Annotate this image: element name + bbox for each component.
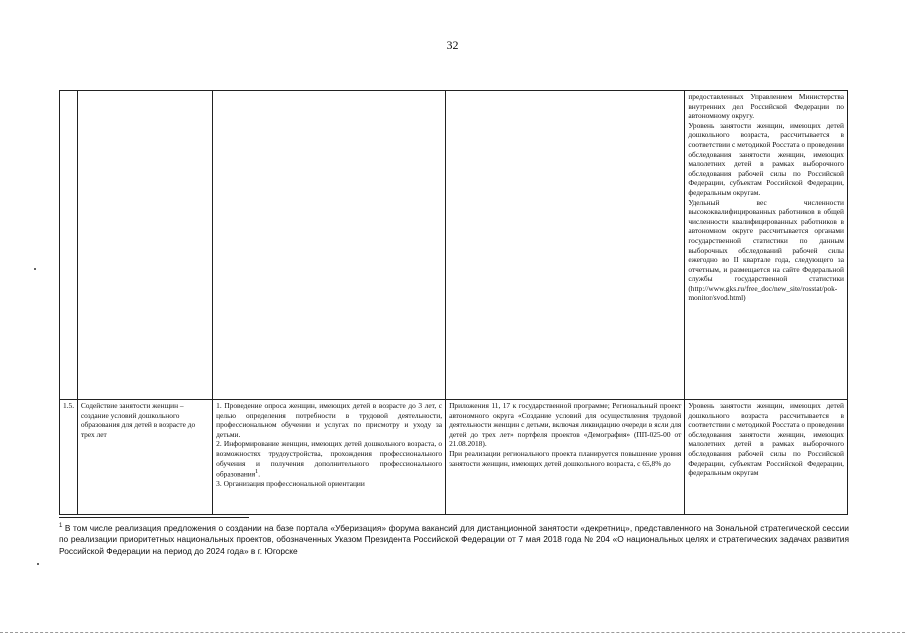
row-number-cell [60, 91, 78, 400]
measure-item-2-end: . [258, 469, 261, 479]
measures-table [59, 90, 848, 515]
program-cell [446, 91, 685, 400]
indicator-text-2: Уровень занятости женщин, имеющих детей дошкольного возраста, рассчитывается в соответствии с методикой Росстата о проведении обследования занятости женщин, имеющих малолетних детей в рамках выборочного обследования рабочей силы по Российской Федерации, субъектам Российской Федерации, федеральным округам. [688, 120, 844, 197]
program-cell [446, 400, 685, 515]
measure-item-1: 1. Проведение опроса женщин, имеющих детей в возрасте до 3 лет, с целью определения потребности в трудовой деятельности, профессиональном обучении и услугах по присмотру и уходу за детьми. [216, 401, 443, 439]
footnote-separator [59, 517, 249, 518]
footnote-mark: 1 [59, 523, 63, 529]
scan-edge [0, 632, 905, 633]
indicator-text-1: предоставленных Управлением Министерства внутренних дел Российской Федерации по автономному округу. [688, 92, 844, 121]
indicator-method-cell: Уровень занятости женщин, имеющих детей дошкольного возраста рассчитывается в соответствии с методикой Росстата о проведении обследования занятости женщин, имеющих малолетних детей в рамках выборочного обследования рабочей силы по Российской Федерации, субъектам Российской Федерации, федеральным округам [685, 400, 848, 515]
measures-cell [213, 400, 446, 515]
scan-speck [37, 563, 39, 565]
program-text-2: При реализации регионального проекта планируется повышение уровня занятости женщин, имеющих детей дошкольного возраста, с 65,8% до [449, 448, 682, 468]
footnote-ref[interactable]: 1 [255, 469, 259, 476]
task-cell [77, 91, 212, 400]
indicator-text-3: Удельный вес численности высококвалифицированных работников в общей численности квалифицированных работников в автономном округе рассчитывается органами государственной статистики по данным выборочных обследований рабочей силы ежегодно во II квартале года, следующего за отчетным, и размещается на сайте Федеральной службы государственной статистики (http://www.gks.ru/free_doc/new_site/rosstat/pok-monitor/svod.html) [688, 197, 844, 303]
footnote [59, 521, 849, 557]
measure-item-3: 3. Организация профессиональной ориентации [216, 479, 365, 489]
table-row [60, 91, 848, 400]
row-number-cell: 1.5. [60, 400, 78, 515]
scan-speck [34, 268, 36, 270]
page-number: 32 [446, 38, 459, 52]
measures-cell [213, 91, 446, 400]
table-row [60, 400, 848, 515]
measure-item-2 [216, 439, 442, 479]
task-cell: Содействие занятости женщин – создание условий дошкольного образования для детей в возрасте до трех лет [77, 400, 212, 515]
indicator-method-cell [685, 91, 848, 400]
footnote-text: В том числе реализация предложения о создании на базе портала «Уберизация» форума вакансий для дистанционной занятости «декретниц», представленного на Зональной стратегической сессии по реализации приоритетных национальных проектов, обозначенных Указом Президента Российской Федерации от 7 мая 2018 года № 204 «О национальных целях и стратегических задачах развития Российской Федерации на период до 2024 года» в г. Югорске [59, 522, 849, 556]
program-text-1: Приложения 11, 17 к государственной программе; Региональный проект автономного округа «Создание условий для осуществления трудовой деятельности женщин с детьми, включая ликвидацию очереди в ясли для детей до трех лет» портфеля проектов «Демография» (ПП-025-00 от 21.08.2018). [449, 401, 682, 449]
measure-item-2-text: 2. Информирование женщин, имеющих детей дошкольного возраста, о возможностях трудоустройства, прохождения профессионального обучения и получения дополнительного профессионального образования [216, 439, 443, 479]
